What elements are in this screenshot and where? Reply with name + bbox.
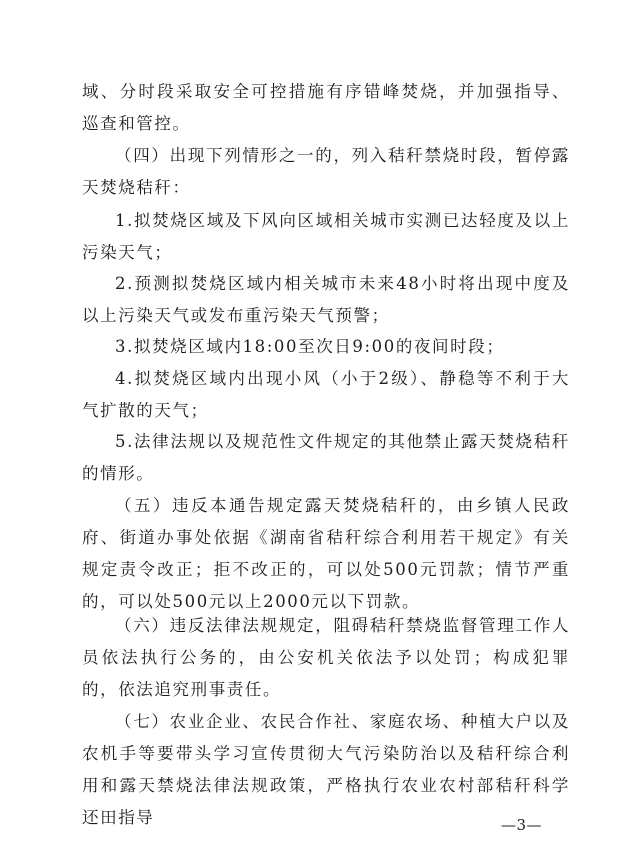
- paragraph-item-4: （四）出现下列情形之一的，列入秸秆禁烧时段，暂停露天焚烧秸秆：: [82, 146, 570, 197]
- paragraph-subitem-1: 1.拟焚烧区域及下风向区域相关城市实测已达轻度及以上污染天气；: [82, 211, 570, 262]
- page-number: —3—: [500, 816, 542, 834]
- paragraph-item-6: （六）违反法律法规规定，阻碍秸秆禁烧监督管理工作人员依法执行公务的，由公安机关依法予以处罚；构成犯罪的，依法追究刑事责任。: [82, 616, 570, 699]
- paragraph-item-7: （七）农业企业、农民合作社、家庭农场、种植大户以及农机手等要带头学习宣传贯彻大气污染防治以及秸秆综合利用和露天禁烧法律法规政策，严格执行农业农村部秸秆科学还田指导: [82, 712, 570, 827]
- paragraph-item-5: （五）违反本通告规定露天焚烧秸秆的，由乡镇人民政府、街道办事处依据《湖南省秸秆综合利用若干规定》有关规定责令改正；拒不改正的，可以处500元罚款；情节严重的，可以处500元以上2000元以下罚款。: [82, 496, 570, 611]
- paragraph-subitem-3: 3.拟焚烧区域内18:00至次日9:00的夜间时段；: [115, 337, 505, 356]
- paragraph-subitem-2: 2.预测拟焚烧区域内相关城市未来48小时将出现中度及以上污染天气或发布重污染天气预警；: [82, 274, 570, 325]
- paragraph-continuation: 域、分时段采取安全可控措施有序错峰焚烧，并加强指导、巡查和管控。: [82, 82, 570, 133]
- paragraph-subitem-5: 5.法律法规以及规范性文件规定的其他禁止露天焚烧秸秆的情形。: [82, 432, 570, 483]
- paragraph-subitem-4: 4.拟焚烧区域内出现小风（小于2级）、静稳等不利于大气扩散的天气；: [82, 369, 570, 420]
